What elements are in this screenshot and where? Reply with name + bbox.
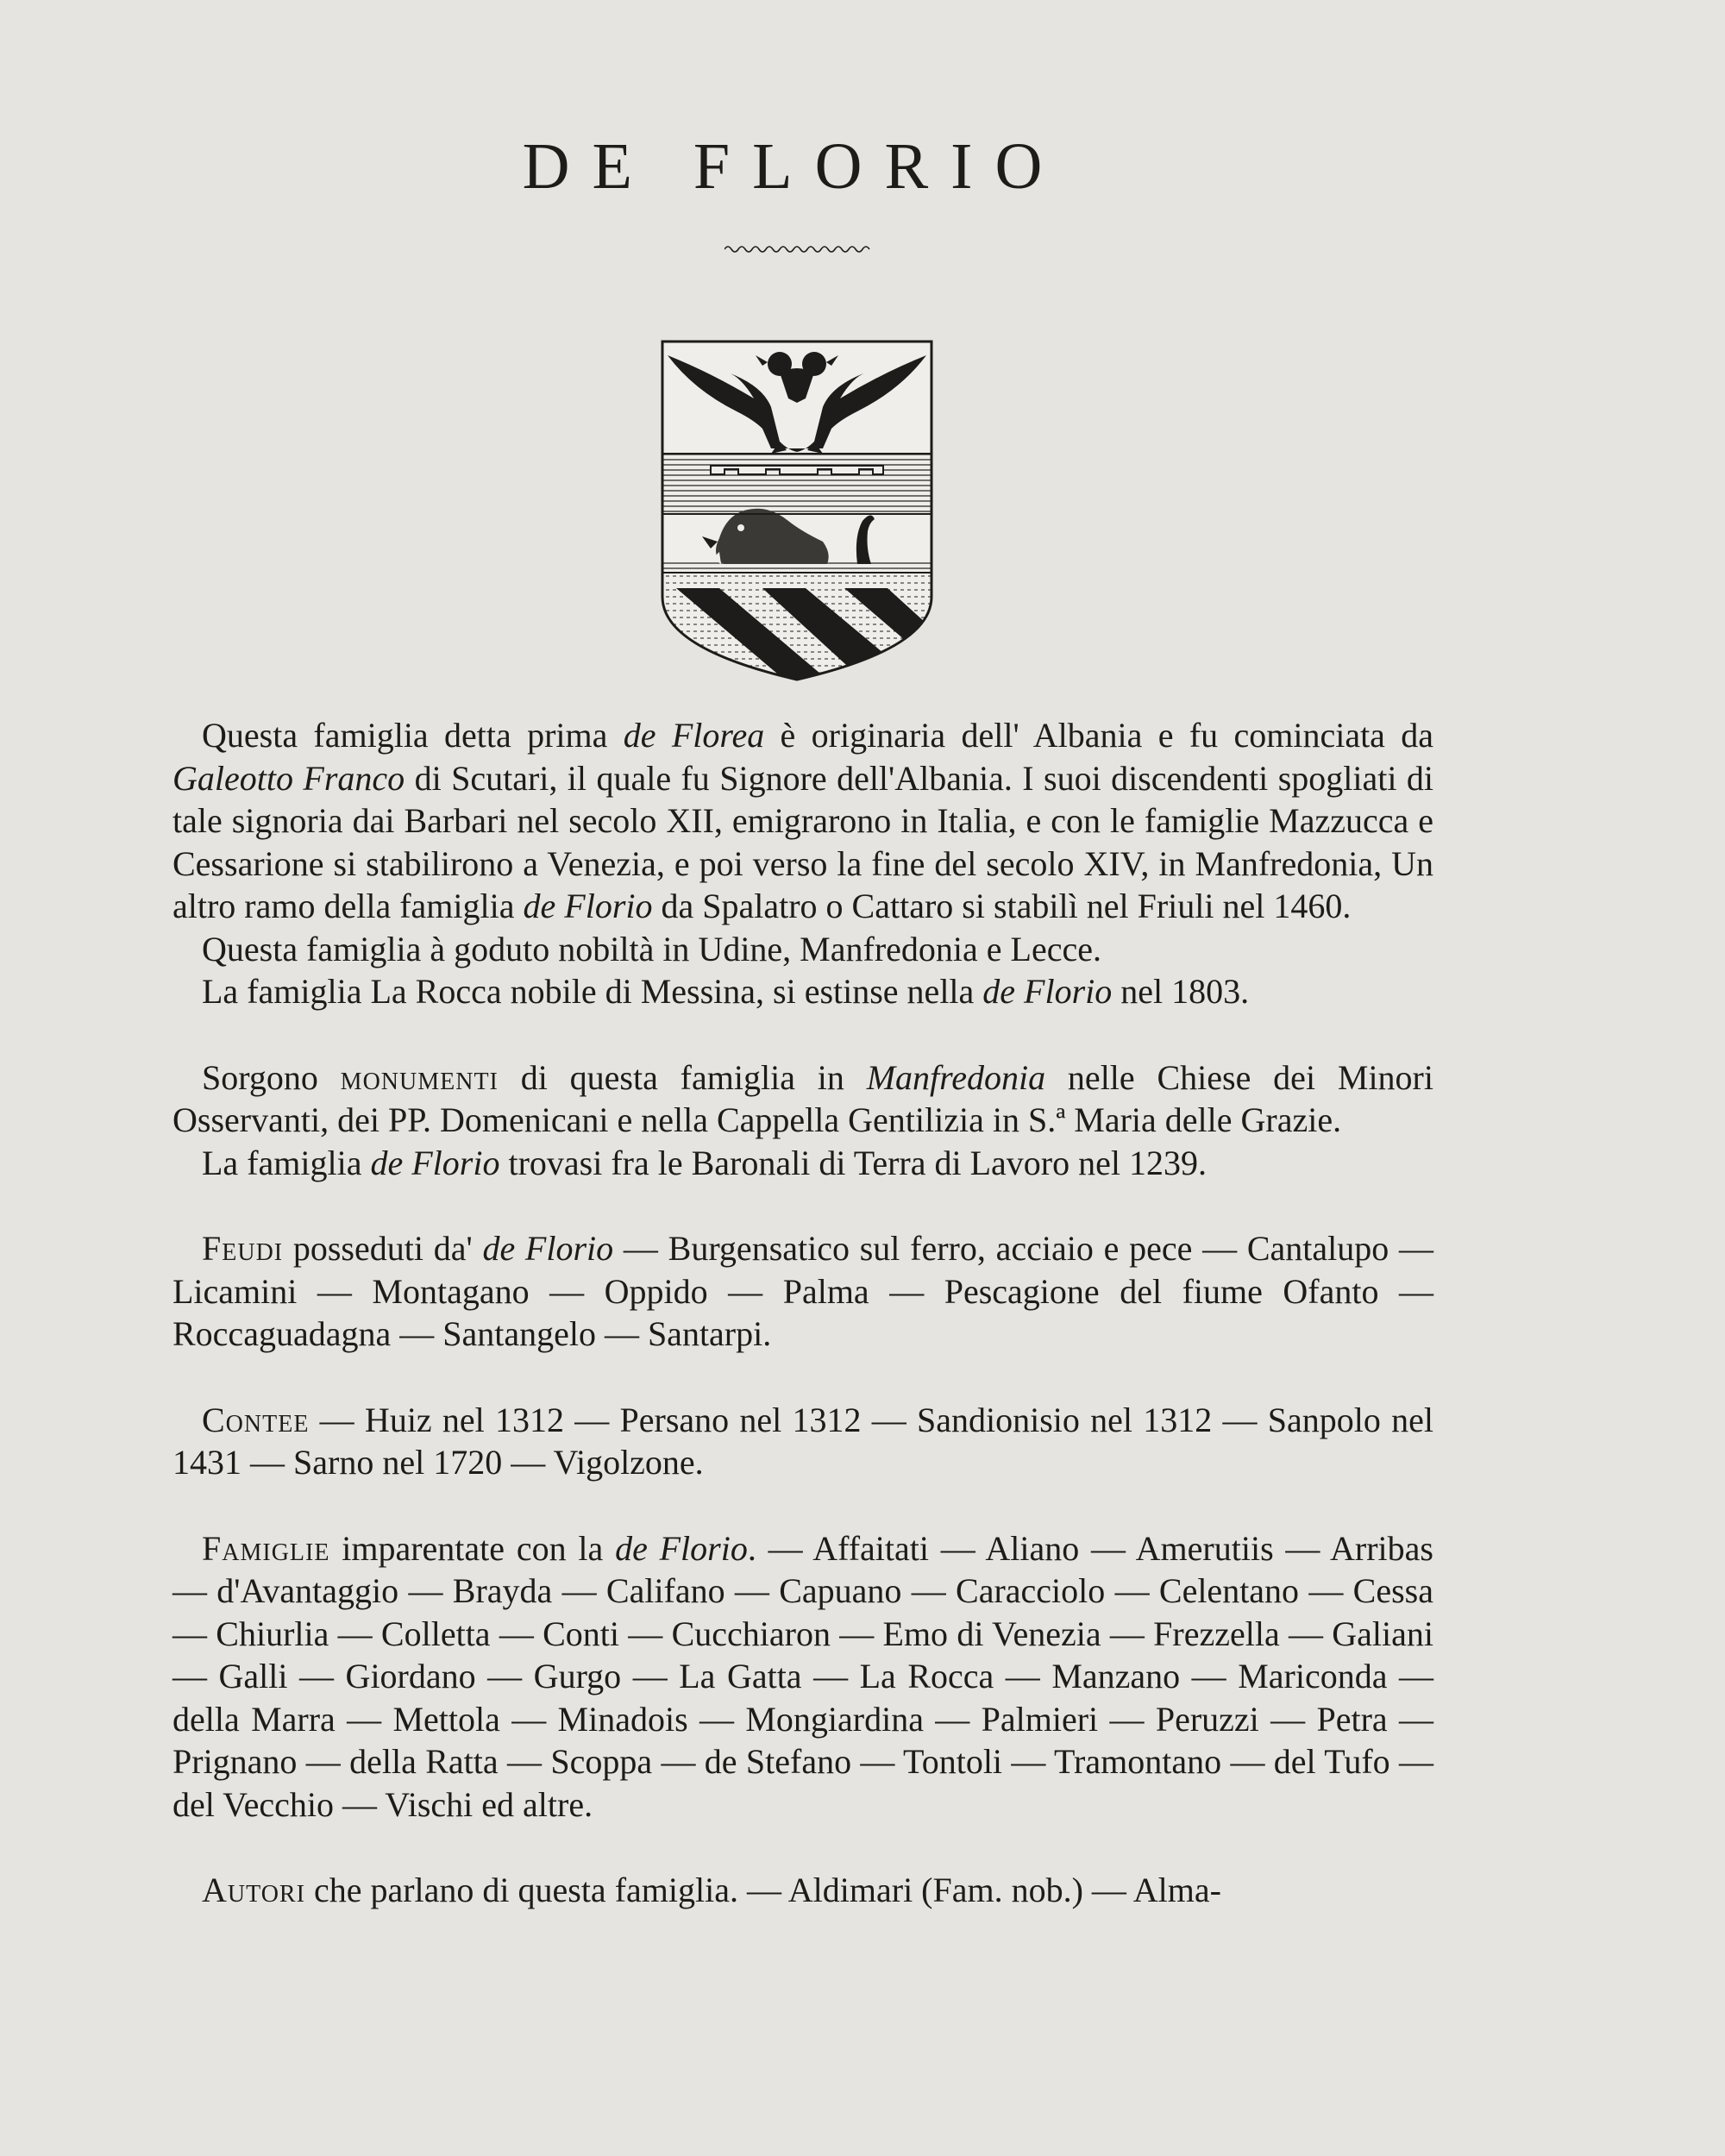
contee-label: Contee — [202, 1400, 310, 1439]
nobility-paragraph: Questa famiglia à goduto nobiltà in Udine, Manfredonia e Lecce. — [202, 929, 1101, 968]
origin-text-2: è originaria dell' Albania e fu cominciata da — [764, 716, 1434, 755]
famiglie-name: de Florio — [615, 1528, 748, 1568]
body-text — [172, 714, 1433, 1912]
monuments-text-2: di questa famiglia in — [498, 1057, 867, 1097]
baronali-text-1: La famiglia — [202, 1143, 371, 1182]
autori-paragraph — [172, 1869, 1433, 1912]
autori-label: Autori — [202, 1871, 305, 1909]
wavy-rule-ornament — [724, 243, 871, 255]
origin-text-3: di Scutari, il quale fu Signore dell'Albania. I suoi discendenti spogliati di tale signoria dai Barbari nel secolo XII, emigrarono in Italia, e con le famiglie Mazzucca e Cessarione si stabilirono a Venezia, e poi verso la fine del secolo XIV, in Manfredonia, Un altro ramo della famiglia — [172, 758, 1433, 925]
origin-name-2: Galeotto Franco — [172, 758, 405, 798]
monuments-label: monumenti — [340, 1057, 499, 1097]
feudi-label: Feudi — [202, 1229, 284, 1268]
origin-name-3: de Florio — [523, 887, 653, 925]
feudi-paragraph — [172, 1227, 1433, 1356]
page-title: DE FLORIO — [522, 130, 1065, 203]
origin-text-1: Questa famiglia detta prima — [202, 716, 624, 755]
baronali-text-2: trovasi fra le Baronali di Terra di Lavoro nel 1239. — [499, 1143, 1207, 1182]
famiglie-label: Famiglie — [202, 1528, 330, 1568]
monuments-text-3: nelle Chiese dei Minori Osservanti, dei PP. Domenicani e nella Cappella Gentilizia in S.ª Maria delle Grazie. — [172, 1057, 1433, 1139]
origin-paragraph — [172, 714, 1433, 928]
contee-text: — Huiz nel 1312 — Persano nel 1312 — Sandionisio nel 1312 — Sanpolo nel 1431 — Sarno nel 1720 — Vigolzone. — [172, 1400, 1433, 1482]
origin-name-1: de Florea — [623, 716, 765, 755]
monuments-place: Manfredonia — [866, 1057, 1046, 1097]
larocca-paragraph — [172, 970, 1433, 1013]
origin-text-4: da Spalatro o Cattaro si stabilì nel Friuli nel 1460. — [652, 887, 1352, 925]
famiglie-text-1: imparentate con la — [329, 1528, 616, 1568]
feudi-text-2: — Burgensatico sul ferro, acciaio e pece — Cantalupo — Licamini — Montagano — Oppido — Palma — Pescagione del fiume Ofanto — Roccaguadagna — Santangelo — Santarpi. — [172, 1229, 1434, 1353]
feudi-text-1: posseduti da' — [283, 1229, 483, 1268]
monuments-text-1: Sorgono — [202, 1057, 341, 1097]
contee-paragraph — [172, 1399, 1433, 1484]
feudi-name: de Florio — [482, 1229, 614, 1268]
autori-text: che parlano di questa famiglia. — Aldimari (Fam. nob.) — Alma- — [304, 1871, 1221, 1909]
larocca-text-1: La famiglia La Rocca nobile di Messina, si estinse nella — [202, 972, 983, 1011]
famiglie-paragraph — [172, 1527, 1433, 1827]
famiglie-text-2: . — Affaitati — Aliano — Amerutiis — Arribas — d'Avantaggio — Brayda — Califano — Capuano — Caracciolo — Celentano — Cessa — Chiurlia — Colletta — Conti — Cucchiaron — Emo di Venezia — Frezzella — Galiani — Galli — Giordano — Gurgo — La Gatta — La Rocca — Manzano — Mariconda — della Marra — Mettola — Minadois — Mongiardina — Palmieri — Peruzzi — Petra — Prignano — della Ratta — Scoppa — de Stefano — Tontoli — Tramontano — del Tufo — del Vecchio — Vischi ed altre. — [172, 1528, 1433, 1824]
larocca-text-2: nel 1803. — [1112, 972, 1250, 1011]
monuments-paragraph — [172, 1056, 1433, 1142]
baronali-name: de Florio — [370, 1143, 500, 1182]
baronali-paragraph — [172, 1142, 1433, 1185]
larocca-name: de Florio — [982, 972, 1113, 1011]
coat-of-arms-icon — [659, 338, 935, 683]
